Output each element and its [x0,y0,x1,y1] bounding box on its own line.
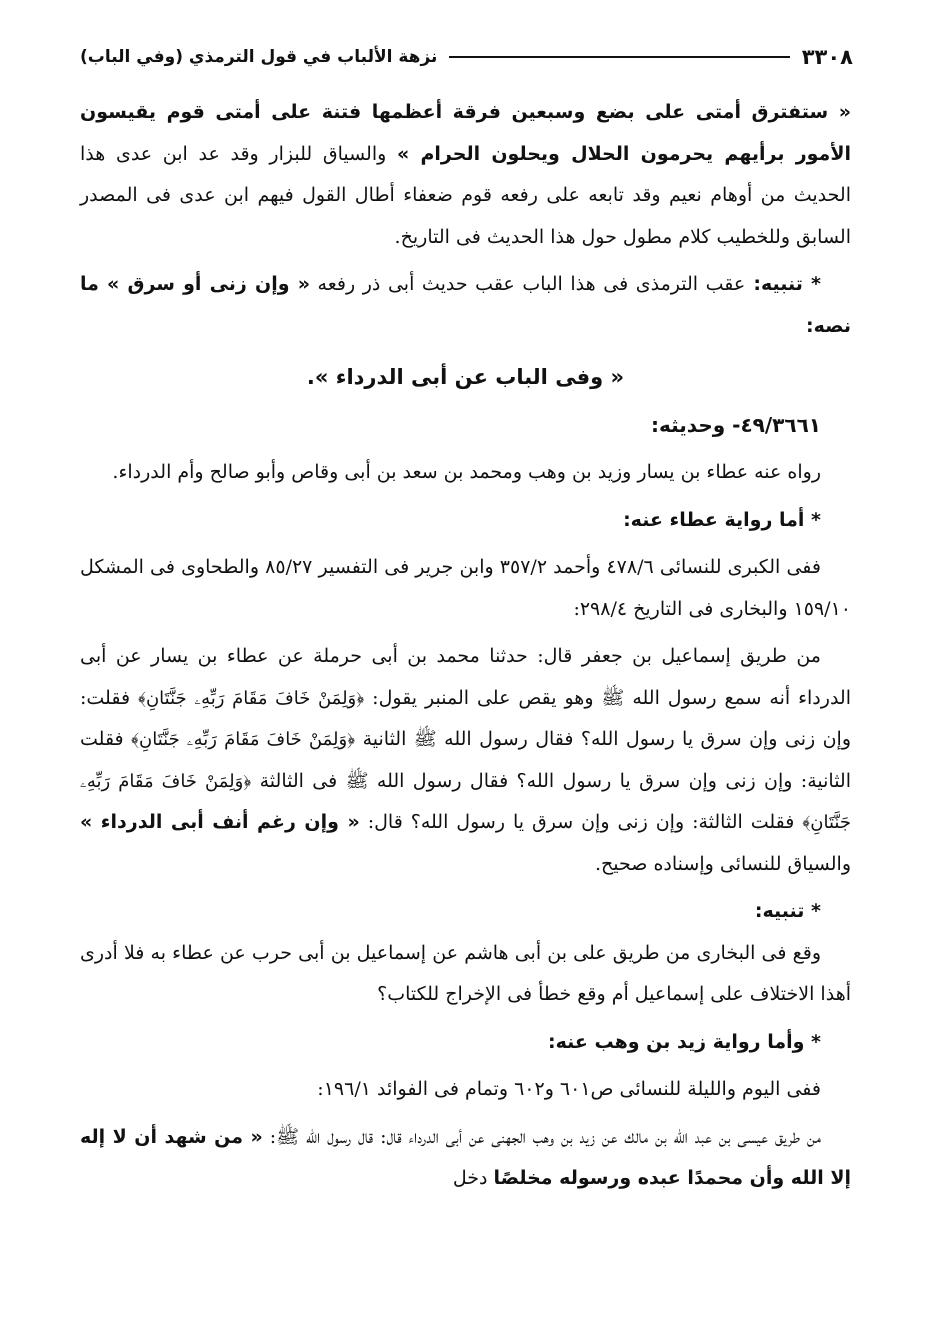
chain-text: من طريق إسماعيل بن جعفر قال: حدثنا محمد بن أبى حرملة عن عطاء بن يسار عن أبى الدرداء أنه سمع رسول الله ﷺ وهو يقص على المنبر يقول: [80,645,851,709]
chain-text: من طريق عيسى بن عبد الله بن مالك عن زيد بن وهب الجهنى عن أبى الدرداء قال: قال رسول الله ﷺ: [262,1125,821,1148]
note-tail: ما نصه: [80,273,851,337]
note-tanbih-2-label: * تنبيه: [754,900,821,922]
hadith-quote: « ستفترق أمتى على بضع وسبعين فرقة أعظمها فتنة على أمتى قوم يقيسون الأمور برأيهم يحرمون الحلال ويحلون الحرام » [80,101,851,165]
note-label: * تنبيه: [745,273,821,295]
note-tanbih-1 [80,264,851,347]
chain-text: والسياق للنسائى وإسناده صحيح. [595,852,851,875]
quran-verse: ﴿وَلِمَنْ خَافَ مَقَامَ رَبِّهِۦ جَنَّتَانِ﴾ [80,770,851,833]
paragraph-hadith-iftiraq [80,92,851,258]
paragraph-text: والسياق للبزار وقد عد ابن عدى هذا الحديث من أوهام نعيم وقد تابعه على رفعه قوم ضعفاء أطال القول فيهم ابن عدى فى المصدر السابق وللخطيب كلام مطول حول هذا الحديث فى التاريخ. [80,142,851,248]
entry-number: ٤٩/٣٦٦١- وحديثه: [650,412,821,437]
chain-text: فقلت الثالثة: وإن زنى وإن سرق يا رسول الله؟ قال: [359,811,803,833]
chain-text: دخل [452,1167,494,1189]
quran-verse: ﴿وَلِمَنْ خَافَ مَقَامَ رَبِّهِۦ جَنَّتَانِ﴾ [131,729,356,750]
hadith-quote: « وإن رغم أنف أبى الدرداء » [80,811,360,833]
section-heading: « وفى الباب عن أبى الدرداء ». [306,365,625,389]
section-ataa: * أما رواية عطاء عنه: [623,508,821,531]
narrators-paragraph: رواه عنه عطاء بن يسار وزيد بن وهب ومحمد بن سعد بن أبى وقاص وأبو صالح وأم الدرداء. [112,461,821,483]
isnad-ataa [80,636,851,885]
section-zaid: * وأما رواية زيد بن وهب عنه: [548,1030,821,1053]
chain-text: فقلت الثانية: وإن زنى وإن سرق يا رسول الله؟ فقال رسول الله ﷺ فى الثالثة [80,728,851,792]
page-number: ٣٣٠٨ [801,45,853,69]
note-text: عقب الترمذى فى هذا الباب عقب حديث أبى ذر رفعه [309,273,746,295]
sources-zaid: ففى اليوم والليلة للنسائى ص٦٠١ و٦٠٢ وتمام فى الفوائد ١٩٦/١: [317,1078,821,1100]
chain-text: فقلت: وإن زنى وإن سرق يا رسول الله؟ فقال رسول الله ﷺ الثانية [80,686,852,750]
main-text [80,92,851,1200]
hadith-quote: « من شهد أن لا إله إلا الله وأن محمدًا عبده ورسوله مخلصًا [80,1125,851,1189]
quran-verse: ﴿وَلِمَنْ خَافَ مَقَامَ رَبِّهِۦ جَنَّتَانِ﴾ [137,687,365,709]
hadith-quote: « وإن زنى أو سرق » [107,273,310,295]
running-title: نزهة الألباب في قول الترمذي (وفي الباب) [80,47,438,67]
header-rule [449,56,789,58]
sources-ataa: ففى الكبرى للنسائى ٤٧٨/٦ وأحمد ٣٥٧/٢ وابن جرير فى التفسير ٨٥/٢٧ والطحاوى فى المشكل ١٥٩/١٠ والبخارى فى التاريخ ٢٩٨/٤: [80,556,851,620]
note-tanbih-2-text: وقع فى البخارى من طريق على بن أبى هاشم عن إسماعيل بن أبى حرب عن عطاء به فلا أدرى أهذا الاختلاف على إسماعيل أم وقع خطأ فى الإخراج للكتاب؟ [80,941,851,1005]
isnad-zaid [80,1117,851,1200]
running-header [80,40,853,74]
